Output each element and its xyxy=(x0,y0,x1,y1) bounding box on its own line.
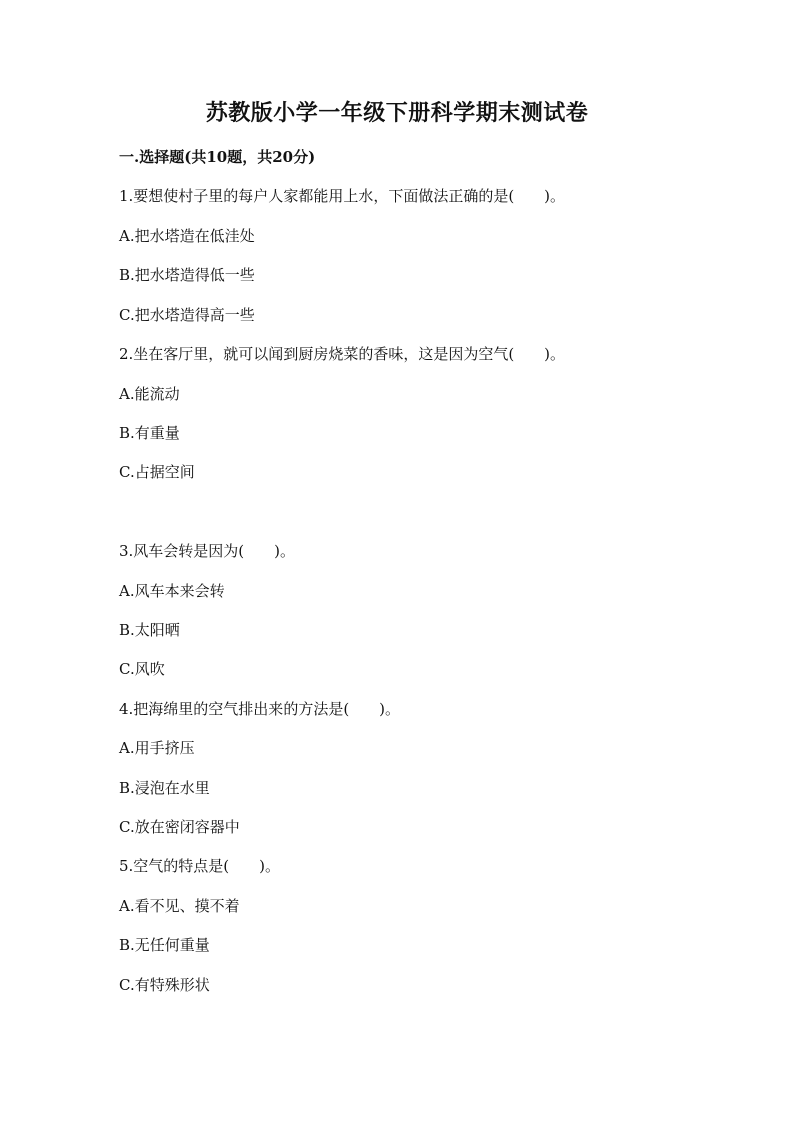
question-1-option-c: C.把水塔造得高一些 xyxy=(119,306,255,324)
question-1-stem: 1.要想使村子里的每户人家都能用上水，下面做法正确的是( )。 xyxy=(119,187,566,205)
question-5-option-b: B.无任何重量 xyxy=(119,936,210,954)
question-1-option-b: B.把水塔造得低一些 xyxy=(119,266,255,284)
question-1-option-a: A.把水塔造在低洼处 xyxy=(119,227,255,245)
question-4-stem: 4.把海绵里的空气排出来的方法是( )。 xyxy=(119,700,401,718)
question-4-option-c: C.放在密闭容器中 xyxy=(119,818,240,836)
question-2-option-b: B.有重量 xyxy=(119,424,180,442)
question-2-stem: 2.坐在客厅里，就可以闻到厨房烧菜的香味，这是因为空气( )。 xyxy=(119,345,566,363)
section-heading: 一.选择题(共10题，共20分) xyxy=(119,148,316,166)
question-5-stem: 5.空气的特点是( )。 xyxy=(119,857,281,875)
page-title: 苏教版小学一年级下册科学期末测试卷 xyxy=(205,100,589,126)
question-3-option-b: B.太阳晒 xyxy=(119,621,180,639)
question-4-option-a: A.用手挤压 xyxy=(119,739,195,757)
question-4-option-b: B.浸泡在水里 xyxy=(119,779,210,797)
question-5-option-c: C.有特殊形状 xyxy=(119,976,210,994)
question-3-option-c: C.风吹 xyxy=(119,660,165,678)
question-2-option-c: C.占据空间 xyxy=(119,463,195,481)
question-2-option-a: A.能流动 xyxy=(119,385,180,403)
question-5-option-a: A.看不见、摸不着 xyxy=(119,897,240,915)
question-3-stem: 3.风车会转是因为( )。 xyxy=(119,542,296,560)
question-3-option-a: A.风车本来会转 xyxy=(119,582,225,600)
